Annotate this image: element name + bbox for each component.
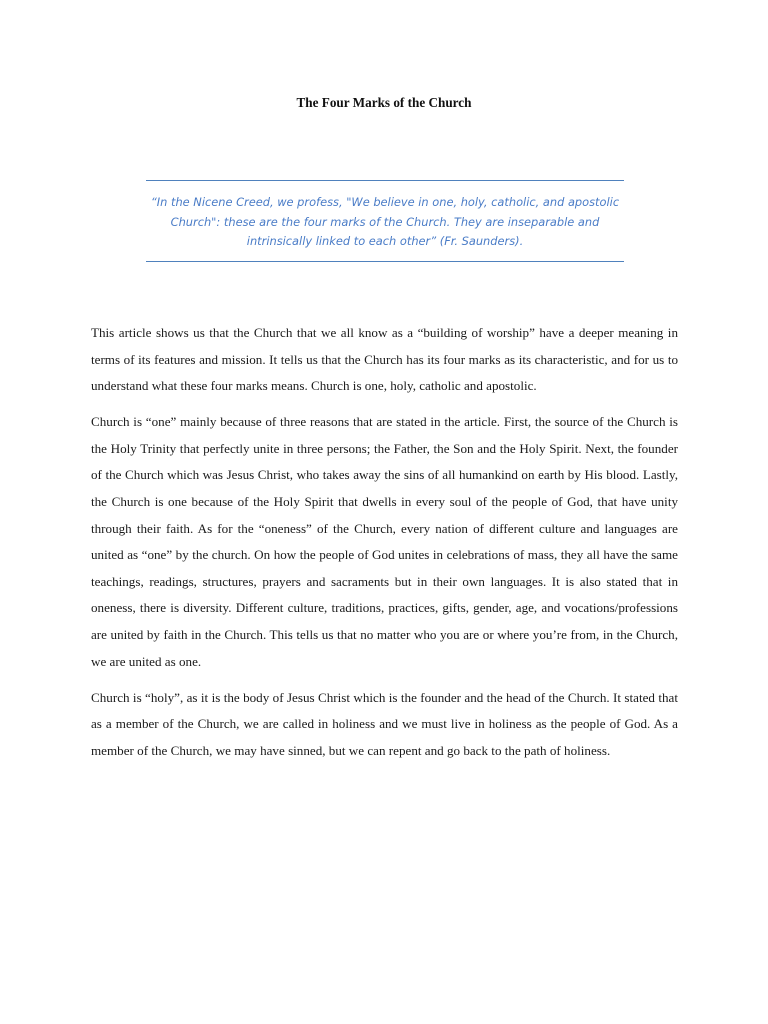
paragraph-church-is-one: Church is “one” mainly because of three reasons that are stated in the article. First, the source of the Church is the Holy Trinity that perfectly unite in three persons; the Father, the Son and the Holy Spirit. Next, the founder of the Church which was Jesus Christ, who takes away the sins of all humankind on earth by His blood. Lastly, the Church is one because of the Holy Spirit that dwells in every soul of the people of God, that have unity through their faith. As for the “oneness” of the Church, every nation of different culture and languages are united as “one” by the church. On how the people of God unites in celebrations of mass, they all have the same teachings, readings, structures, prayers and sacraments but in their own languages. It is also stated that in oneness, there is diversity. Different culture, traditions, practices, gifts, gender, age, and vocations/professions are united by faith in the Church. This tells us that no matter who you are or where you’re from, in the Church, we are united as one. (91, 414, 678, 669)
document-body (91, 320, 678, 774)
pull-quote-text: “In the Nicene Creed, we profess, "We believe in one, holy, catholic, and apostolic Church": these are the four marks of the Church. They are inseparable and intrinsically linked to each other” (Fr. Saunders). (150, 195, 620, 248)
paragraph-church-is-holy: Church is “holy”, as it is the body of Jesus Christ which is the founder and the head of the Church. It stated that as a member of the Church, we are called in holiness and we must live in holiness as the people of God. As a member of the Church, we may have sinned, but we can repent and go back to the path of holiness. (91, 689, 678, 758)
paragraph-introduction: This article shows us that the Church that we all know as a “building of worship” have a deeper meaning in terms of its features and mission. It tells us that the Church has its four marks as its characteristic, and for us to understand what these four marks means. Church is one, holy, catholic and apostolic. (91, 325, 678, 394)
pull-quote (146, 180, 624, 262)
document-title: The Four Marks of the Church (296, 95, 472, 110)
